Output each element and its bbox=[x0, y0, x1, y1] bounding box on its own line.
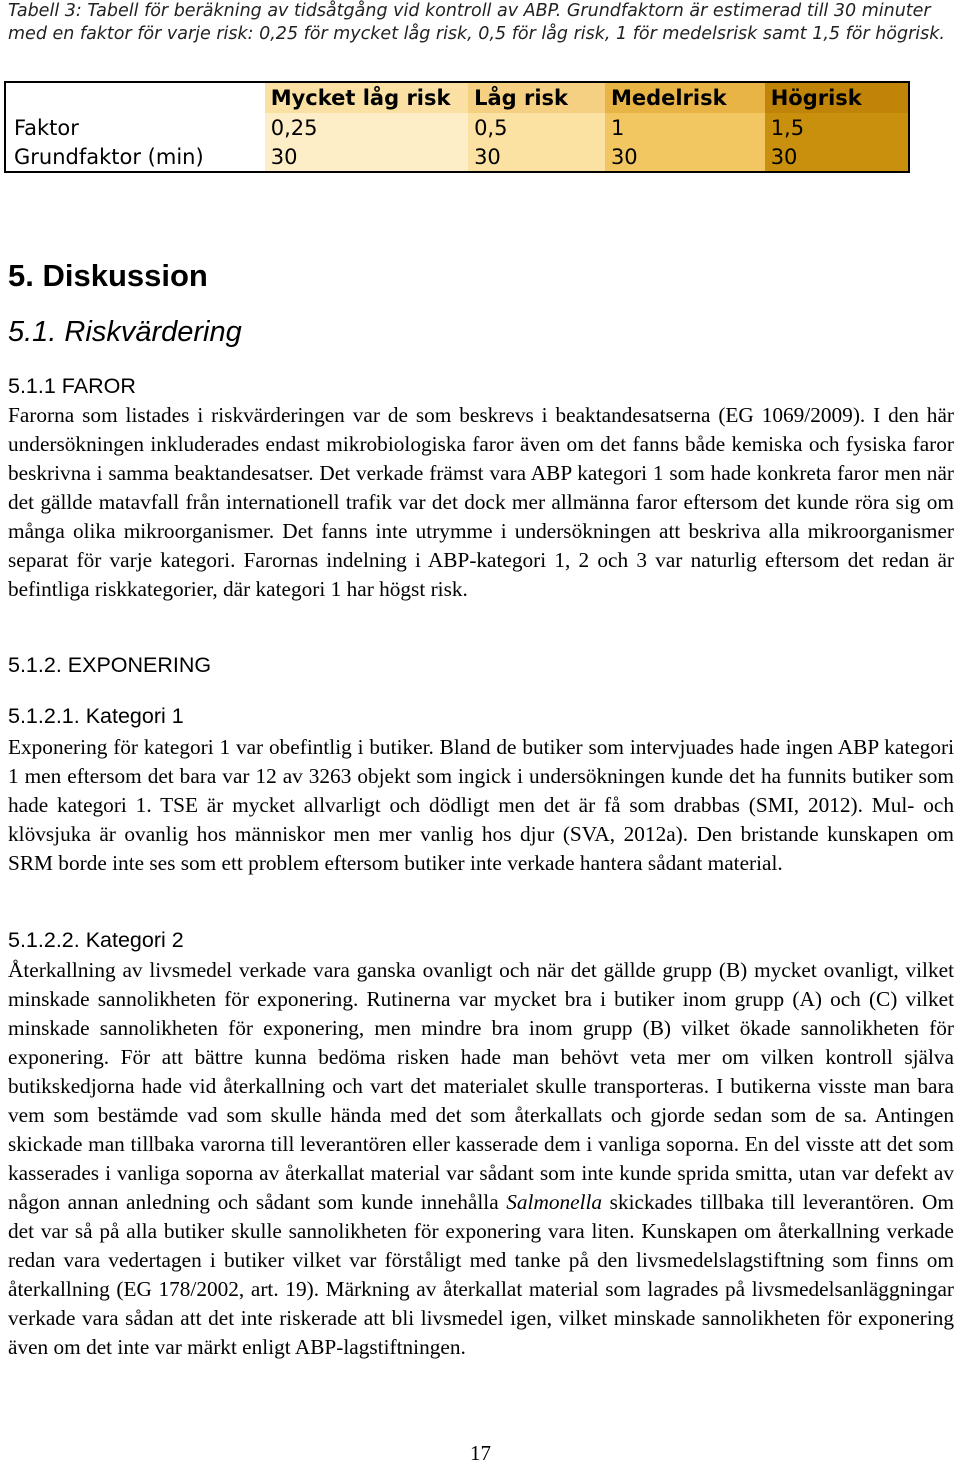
header-medelrisk: Medelrisk bbox=[605, 82, 765, 113]
page-number: 17 bbox=[470, 1441, 491, 1465]
faror-heading: 5.1.1 FAROR bbox=[8, 374, 136, 398]
table-cell: 0,5 bbox=[468, 113, 605, 142]
header-mycket-lag-risk: Mycket låg risk bbox=[265, 82, 468, 113]
header-lag-risk: Låg risk bbox=[468, 82, 605, 113]
kategori-1-paragraph: Exponering för kategori 1 var obefintlig i butiker. Bland de butiker som intervjuades hade ingen ABP kategori 1 men eftersom det bara var 12 av 3263 objekt som ingick i undersökningen kunde det ha funnits butiker som hade kategori 1. TSE är mycket allvarligt och dödligt men det är få som drabbas (SMI, 2012). Mul- och klövsjuka är ovanlig hos människor men mer vanlig hos djur (SVA, 2012a). Den bristande kunskapen om SRM borde inte ses som ett problem eftersom butiker inte verkade hantera sådant material. bbox=[8, 735, 954, 875]
exponering-heading: 5.1.2. EXPONERING bbox=[8, 653, 212, 677]
kategori-2-heading: 5.1.2.2. Kategori 2 bbox=[8, 928, 184, 952]
table-row bbox=[5, 113, 909, 142]
table-row bbox=[5, 142, 909, 172]
table-caption: Tabell 3: Tabell för beräkning av tidsåtgång vid kontroll av ABP. Grundfaktorn är estimerad till 30 minuter med en faktor för varje risk: 0,25 för mycket låg risk, 0,5 för låg risk, 1 för medelsrisk samt 1,5 för högrisk. bbox=[8, 1, 945, 44]
header-hogrisk: Högrisk bbox=[765, 82, 909, 113]
subsection-heading: 5.1. Riskvärdering bbox=[8, 316, 242, 348]
row-label: Faktor bbox=[5, 113, 265, 142]
table-cell: 1,5 bbox=[765, 113, 909, 142]
table-cell: 30 bbox=[468, 142, 605, 172]
table-cell: 1 bbox=[605, 113, 765, 142]
table-cell: 30 bbox=[605, 142, 765, 172]
section-heading: 5. Diskussion bbox=[8, 258, 208, 293]
row-label: Grundfaktor (min) bbox=[5, 142, 265, 172]
table-header-row bbox=[5, 82, 909, 113]
salmonella-italic: Salmonella bbox=[506, 1190, 603, 1214]
table-cell: 0,25 bbox=[265, 113, 468, 142]
faror-paragraph: Farorna som listades i riskvärderingen var de som beskrevs i beaktandesatserna (EG 1069/2009). I den här undersökningen inkluderades endast mikrobiologiska faror även om det fanns både kemiska och fysiska faror beskrivna i samma beaktandesatser. Det verkade främst vara ABP kategori 1 som hade konkreta faror men när det gällde matavfall från internationell trafik var det dock mer allmänna faror eftersom det kunde röra sig om många olika mikroorganismer. Det fanns inte utrymme i undersökningen att beskriva alla mikroorganismer separat för varje kategori. Farornas indelning i ABP-kategori 1, 2 och 3 var naturlig eftersom det redan är befintliga riskkategorier, där kategori 1 har högst risk. bbox=[8, 403, 954, 601]
table-cell: 30 bbox=[265, 142, 468, 172]
table-corner-cell bbox=[5, 82, 265, 113]
kategori-1-heading: 5.1.2.1. Kategori 1 bbox=[8, 704, 184, 728]
kategori-2-text-part-1: Återkallning av livsmedel verkade vara ganska ovanligt och när det gällde grupp (B) mycket ovanligt, vilket minskade sannolikheten för exponering. Rutinerna var mycket bra i butiker inom grupp (A) och (C) vilket minskade sannolikheten för exponering, men mindre bra inom grupp (B) vilket ökade sannolikheten för exponering. För att bättre kunna bedöma risken hade man behövt veta mer om vilken kontroll själva butikskedjorna hade vid återkallning och vart det materialet skulle transporteras. I butikerna visste man bara vem som bestämde vad som skulle hända med det som återkallats och gjorde sedan som de sa. Antingen skickade man tillbaka varorna till leverantören eller kasserade dem i vanliga soporna. En del visste att det som kasserades i vanliga soporna av återkallat material var sådant som inte kunde sprida smitta, utan var defekt av någon annan anledning och sådant som kunde innehålla bbox=[8, 958, 954, 1214]
table-cell: 30 bbox=[765, 142, 909, 172]
kategori-2-text-part-2: skickades tillbaka till leverantören. Om det var så på alla butiker skulle sannolikheten för exponering vara liten. Kunskapen om återkallning verkade redan vara vedertagen i butiker vilket var förståligt med tanke på den livsmedelslagstiftning som finns om återkallning (EG 178/2002, art. 19). Märkning av återkallat material som lagrades på livsmedelsanläggningar verkade vara sådan att det inte riskerade att bli livsmedel igen, vilket minskade sannolikheten för exponering även om det inte var märkt enligt ABP-lagstiftningen. bbox=[8, 1190, 954, 1359]
kategori-2-paragraph bbox=[8, 956, 954, 1362]
risk-factor-table bbox=[4, 81, 910, 173]
